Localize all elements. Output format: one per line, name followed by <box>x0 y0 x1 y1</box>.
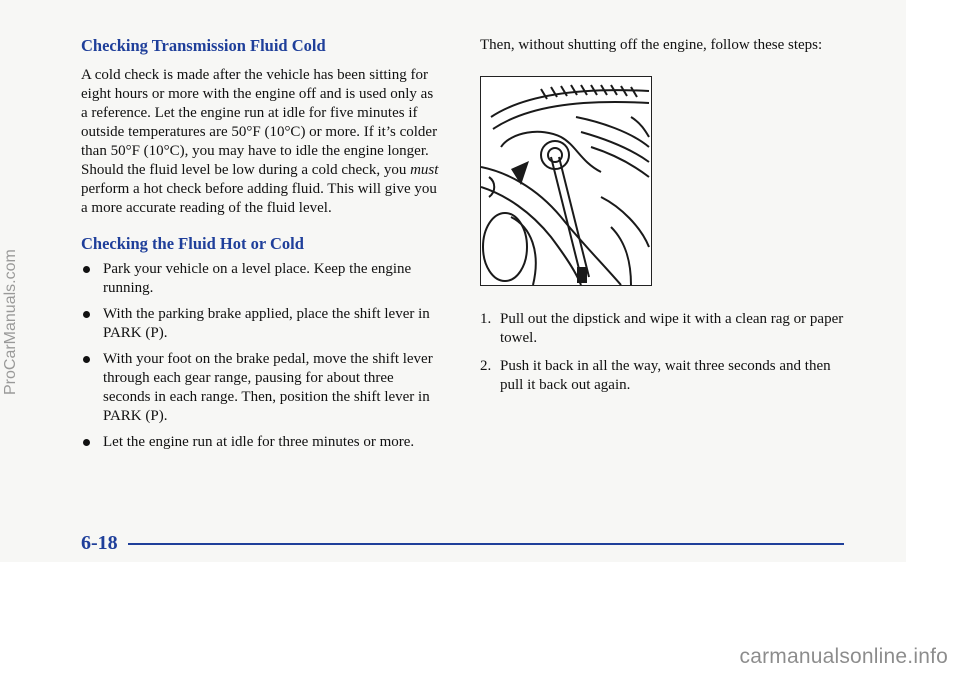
steps-list <box>480 310 850 404</box>
cold-check-paragraph <box>81 66 441 218</box>
list-item <box>81 305 441 343</box>
step-text: Pull out the dipstick and wipe it with a clean rag or paper towel. <box>500 311 844 346</box>
dipstick-illustration <box>480 76 652 286</box>
paragraph-text-1: A cold check is made after the vehicle has been sitting for eight hours or more with the engine off and is used only as a reference. Let the engine run at idle for five minutes if outside temperatures are 50°F (10°C) or more. If it’s colder than 50°F (10°C), you may have to idle the engine longer. Should the fluid level be low during a cold check, you <box>81 67 438 178</box>
side-watermark: ProCarManuals.com <box>2 249 19 395</box>
engine-dipstick-drawing <box>481 77 651 285</box>
steps-intro: Then, without shutting off the engine, follow these steps: <box>480 37 823 53</box>
footer-rule <box>128 543 844 545</box>
list-item-text: Park your vehicle on a level place. Keep the engine running. <box>103 261 412 296</box>
list-item <box>81 350 441 426</box>
step-text: Push it back in all the way, wait three seconds and then pull it back out again. <box>500 358 831 393</box>
bullet-list <box>81 260 441 452</box>
list-item-text: Let the engine run at idle for three minutes or more. <box>103 434 415 450</box>
step-item <box>480 310 850 348</box>
step-number: 2. <box>480 358 492 374</box>
bullet-icon <box>83 311 90 318</box>
list-item-text: With the parking brake applied, place the shift lever in PARK (P). <box>103 306 430 341</box>
paragraph-text-2: perform a hot check before adding fluid. This will give you a more accurate reading of the fluid level. <box>81 181 437 216</box>
right-column <box>480 36 860 393</box>
list-item-text: With your foot on the brake pedal, move the shift lever through each gear range, pausing for about three seconds in each range. Then, position the shift lever in PARK (P). <box>103 351 433 424</box>
arrow-icon <box>511 161 529 185</box>
step-item <box>480 357 850 395</box>
left-column <box>81 36 441 459</box>
page-number: 6-18 <box>81 532 118 554</box>
list-item <box>81 260 441 298</box>
heading-transmission-fluid-cold: Checking Transmission Fluid Cold <box>81 36 326 55</box>
emphasis-must: must <box>410 162 439 178</box>
list-item <box>81 433 441 452</box>
step-number: 1. <box>480 311 492 327</box>
bottom-watermark: carmanualsonline.info <box>739 645 948 668</box>
bullet-icon <box>83 439 90 446</box>
bullet-icon <box>83 266 90 273</box>
bullet-icon <box>83 356 90 363</box>
heading-fluid-hot-or-cold: Checking the Fluid Hot or Cold <box>81 234 304 253</box>
